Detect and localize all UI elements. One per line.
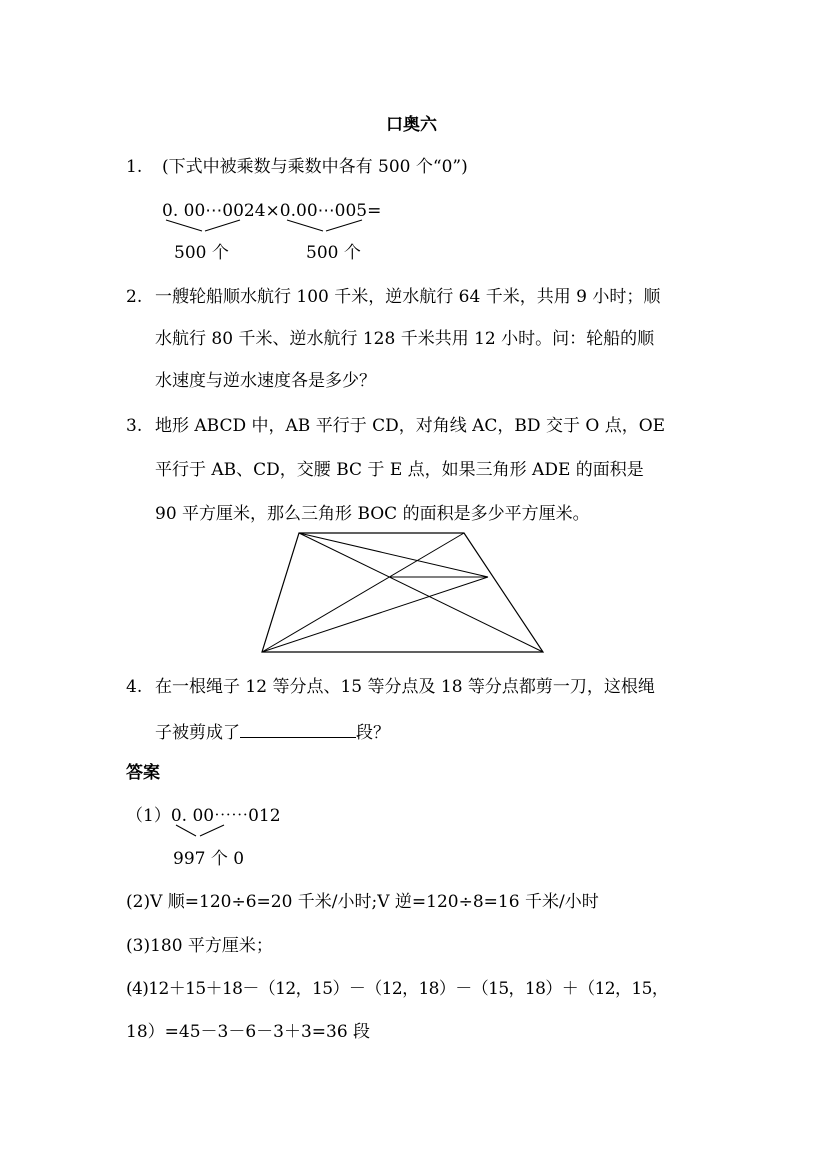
answer-2: (2)V 顺=120÷6=20 千米/小时;V 逆=120÷8=16 千米/小时 [126, 892, 599, 912]
answer-1-brace-label: 997 个 0 [173, 849, 245, 869]
q3-line2: 平行于 AB、CD，交腰 BC 于 E 点，如果三角形 ADE 的面积是 [155, 460, 644, 480]
q4-line2-after: 段？ [356, 723, 390, 743]
q1-number: 1. [126, 157, 143, 177]
q2-number: 2. [126, 287, 143, 307]
answer-1-value-a: 0. [170, 806, 188, 826]
q1-note: (下式中被乘数与乘数中各有 500 个“0”) [162, 157, 468, 177]
answer-3: (3)180 平方厘米； [126, 936, 273, 956]
q1-brace2-label: 500 个 [306, 243, 361, 263]
answer-1-prefix: （1） [126, 806, 171, 826]
q2-line1: 一艘轮船顺水航行 100 千米，逆水航行 64 千米，共用 9 小时；顺 [155, 287, 661, 307]
q1-expr-a: 0. [162, 201, 179, 221]
q4-line1: 在一根绳子 12 等分点、15 等分点及 18 等分点都剪一刀，这根绳 [155, 677, 655, 697]
answer-4-line1: (4)12＋15＋18－（12，15）－（12，18）－（15，18）＋（12，15， [126, 979, 669, 999]
q2-line2: 水航行 80 千米、逆水航行 128 千米共用 12 小时。问：轮船的顺 [155, 329, 655, 349]
q3-line3: 90 平方厘米，那么三角形 BOC 的面积是多少平方厘米。 [155, 504, 590, 524]
brace-line [200, 825, 224, 836]
q1-expr-b: 00⋯0024×0.00⋯005= [183, 201, 382, 221]
q4-number: 4. [126, 677, 143, 697]
q2-line3: 水速度与逆水速度各是多少？ [155, 371, 376, 391]
q3-number: 3. [126, 416, 143, 436]
q4-line2-before: 子被剪成了 [155, 723, 240, 743]
answer-1-value-b: 00⋯⋯012 [192, 806, 281, 826]
brace-line [176, 825, 196, 836]
answers-heading: 答案 [126, 763, 160, 783]
q3-line1: 地形 ABCD 中，AB 平行于 CD，对角线 AC，BD 交于 O 点，OE [155, 416, 666, 436]
answer-4-line2: 18）=45－3－6－3＋3=36 段 [126, 1022, 371, 1042]
page-title: 口奥六 [386, 115, 437, 135]
q1-brace1-label: 500 个 [174, 243, 229, 263]
